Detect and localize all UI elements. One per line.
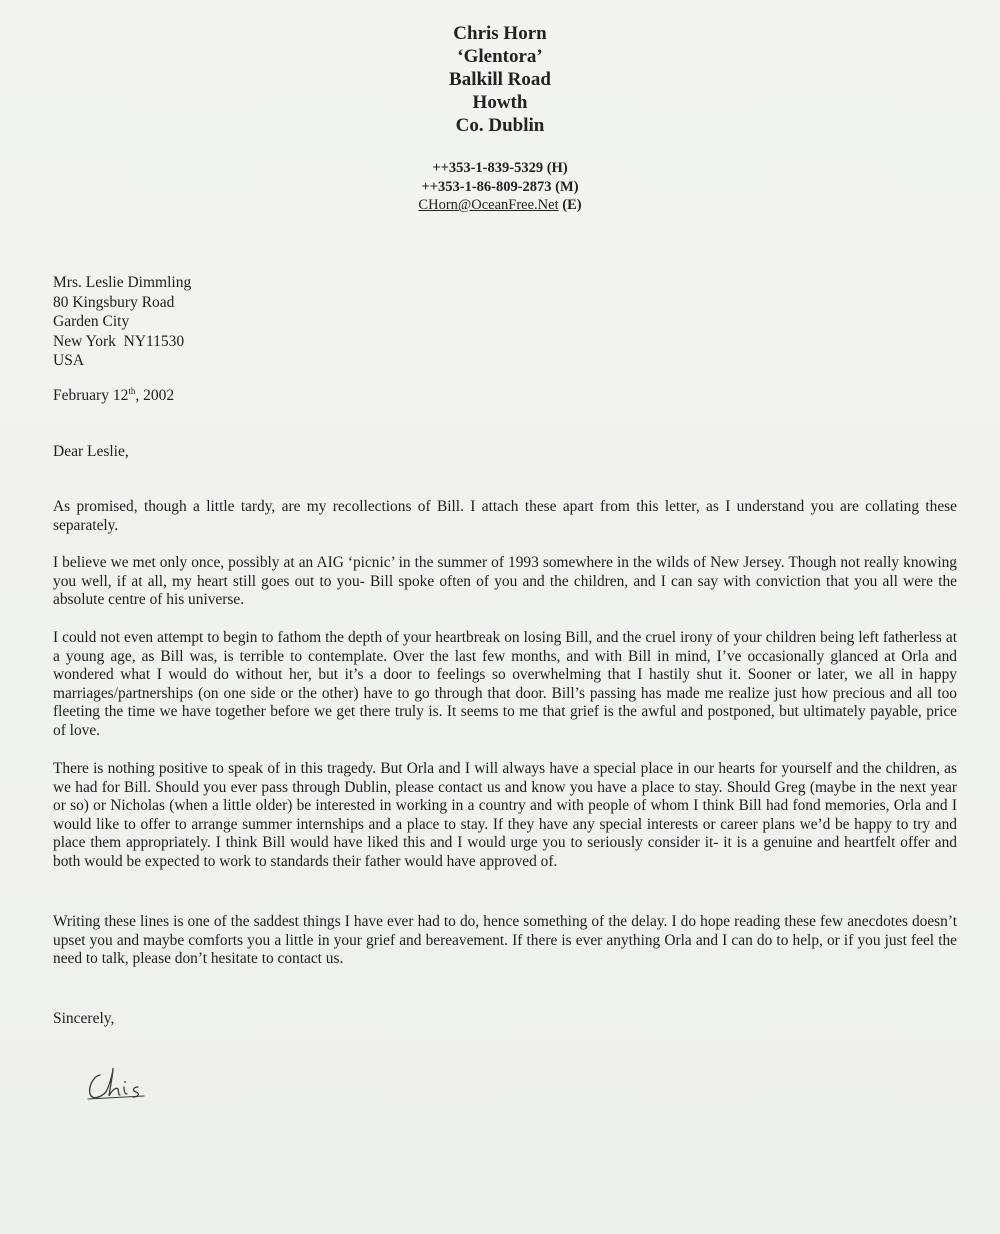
date-year: , 2002 <box>135 387 175 404</box>
contact-block <box>0 159 1000 215</box>
handwritten-signature <box>86 1062 156 1108</box>
sender-road: Balkill Road <box>449 69 551 90</box>
email-suffix: (E) <box>558 197 582 213</box>
sender-house: ‘Glentora’ <box>457 46 543 67</box>
salutation: Dear Leslie, <box>53 443 129 460</box>
email-line <box>0 196 1000 215</box>
recipient-state: New York NY11530 <box>53 332 185 350</box>
body-paragraph-1: As promised, though a little tardy, are my recollections of Bill. I attach these apart from this letter, as I understand you are collating these separately. <box>53 498 957 534</box>
date-month-day: February 12 <box>53 387 129 404</box>
mobile-phone: ++353-1-86-809-2873 (M) <box>421 178 579 195</box>
closing: Sincerely, <box>53 1010 115 1027</box>
body-paragraph-3: I could not even attempt to begin to fathom the depth of your heartbreak on losing Bill, and the cruel irony of your children being left fatherless at a young age, as Bill was, is terrible to contemplate. Over the last few months, and with Bill in mind, I’ve occasionally glanced at Orla and wondered what I would do without her, but it’s a door to feelings so overwhelming that I hastily shut it. Sooner or later, we all in happy marriages/partnerships (on one side or the other) have to go through that door. Bill’s passing has made me realize just how precious and all too fleeting the time we have together before we get there truly is. It seems to me that grief is the awful and postponed, but ultimately payable, price of love. <box>53 629 957 739</box>
recipient-address <box>53 273 191 371</box>
sender-town: Howth <box>472 92 528 113</box>
body-paragraph-4: There is nothing positive to speak of in this tragedy. But Orla and I will always have a special place in our hearts for yourself and the children, as we had for Bill. Should you ever pass through Dublin, please contact us and know you have a place to stay. Should Greg (maybe in the next year or so) or Nicholas (when a little older) be interested in working in a country and with people of whom I think Bill had fond memories, Orla and I would like to offer to arrange summer internships and a place to stay. If they have any special interests or career plans we’d be happy to try and place them appropriately. I think Bill would have liked this and I would urge you to seriously consider it- it is a genuine and heartfelt offer and both would be expected to work to standards their father would have approved of. <box>53 760 957 870</box>
home-phone: ++353-1-839-5329 (H) <box>432 160 568 176</box>
date-ordinal: th <box>128 386 136 396</box>
sender-county: Co. Dublin <box>455 115 545 136</box>
email-address: CHorn@OceanFree.Net <box>418 197 559 213</box>
recipient-country: USA <box>53 352 85 369</box>
recipient-street: 80 Kingsbury Road <box>53 293 175 311</box>
letter-date <box>53 386 174 405</box>
body-paragraph-2: I believe we met only once, possibly at an AIG ‘picnic’ in the summer of 1993 somewhere in the wilds of New Jersey. Though not really knowing you well, if at all, my heart still goes out to you- Bill spoke often of you and the children, and I can say with conviction that you all were the absolute centre of his universe. <box>53 554 957 609</box>
recipient-city: Garden City <box>53 313 130 330</box>
letterhead <box>0 22 1000 137</box>
body-paragraph-5: Writing these lines is one of the saddest things I have ever had to do, hence something of the delay. I do hope reading these few anecdotes doesn’t upset you and maybe comforts you a little in your grief and bereavement. If there is ever anything Orla and I can do to help, or if you just feel the need to talk, please don’t hesitate to contact us. <box>53 913 957 968</box>
sender-name: Chris Horn <box>453 23 547 44</box>
recipient-name: Mrs. Leslie Dimmling <box>53 274 192 291</box>
